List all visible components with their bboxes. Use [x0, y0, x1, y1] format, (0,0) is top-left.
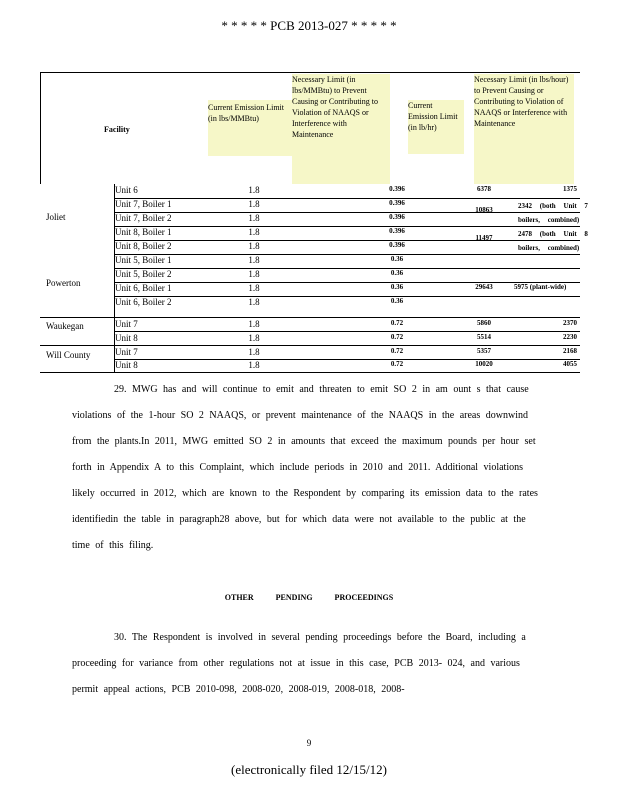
table-row [100, 296, 580, 310]
current-limit-cell: 1.8 [248, 333, 260, 343]
necessary-limit-cell: 0.396 [389, 241, 405, 249]
header-necessary-lbhr: Necessary Limit (in lbs/hour) to Prevent Causing or Contributing to Violation of NAAQS or Interference with Maintenance [474, 74, 574, 184]
current-limit-cell: 1.8 [248, 297, 260, 307]
paragraph-text: The Respondent is involved in several pending proceedings before the Board, including a proceeding for variance from other regulations not at issue in this case, PCB 2013- 024, and various permit appeal actions, PCB 2010-098, 2008-020, 2008-019, 2008-018, 2008- [72, 632, 526, 695]
unit-cell: Unit 8 [115, 360, 138, 370]
current-limit-cell: 1.8 [248, 199, 260, 209]
necessary-lbhr-cell: 1375 [563, 185, 577, 193]
necessary-limit-cell: 0.396 [389, 227, 405, 235]
current-limit-cell: 1.8 [248, 213, 260, 223]
necessary-lbhr-cell: 2230 [563, 333, 577, 341]
current-limit-cell: 1.8 [248, 347, 260, 357]
necessary-lbhr-cell: 4055 [563, 360, 577, 368]
unit-cell: Unit 7, Boiler 2 [115, 213, 172, 223]
page-number: 9 [306, 738, 312, 748]
unit-cell: Unit 6, Boiler 1 [115, 283, 172, 293]
paragraph-number: 29. [114, 384, 127, 395]
necessary-limit-cell: 0.36 [390, 269, 404, 277]
filing-footer: (electronically filed 12/15/12) [231, 762, 387, 777]
necessary-limit-cell: 0.72 [390, 333, 404, 341]
powerton-lbhr: 29643 [475, 283, 493, 291]
joliet-unit8-necessary-lbhr: 2478 (both Unit 8 boilers, combined) [518, 230, 588, 252]
table-row [100, 184, 580, 198]
paragraph-29 [72, 377, 542, 559]
facility-joliet: Joliet [46, 212, 66, 222]
emission-table [40, 72, 588, 372]
current-lbhr-cell: 10020 [475, 360, 493, 368]
necessary-limit-cell: 0.36 [390, 255, 404, 263]
necessary-lbhr-cell: 2168 [563, 347, 577, 355]
section-heading: OTHER PENDING PROCEEDINGS [224, 593, 394, 602]
current-limit-cell: 1.8 [248, 269, 260, 279]
document-header: * * * * * PCB 2013-027 * * * * * [221, 18, 397, 33]
table-row [100, 318, 580, 332]
table-row [100, 198, 580, 212]
current-limit-cell: 1.8 [248, 319, 260, 329]
current-limit-cell: 1.8 [248, 283, 260, 293]
unit-cell: Unit 8 [115, 333, 138, 343]
unit-cell: Unit 7, Boiler 1 [115, 199, 172, 209]
unit-cell: Unit 8, Boiler 2 [115, 241, 172, 251]
header-necessary-mmbtu: Necessary Limit (in lbs/MMBtu) to Prevent Causing or Contributing to Violation of NAAQS or Interference with Maintenance [292, 74, 390, 184]
necessary-limit-cell: 0.396 [389, 199, 405, 207]
unit-cell: Unit 7 [115, 347, 138, 357]
header-facility: Facility [104, 125, 130, 134]
powerton-necessary-lbhr: 5975 (plant-wide) [514, 283, 567, 291]
current-lbhr-cell: 6378 [477, 185, 491, 193]
joliet-unit8-lbhr: 11497 [475, 234, 493, 242]
current-limit-cell: 1.8 [248, 241, 260, 251]
unit-cell: Unit 7 [115, 319, 138, 329]
current-limit-cell: 1.8 [248, 227, 260, 237]
table-row [100, 254, 580, 268]
paragraph-number: 30. [114, 632, 127, 643]
table-row [100, 332, 580, 346]
facility-powerton: Powerton [46, 278, 81, 288]
table-row [100, 226, 580, 240]
necessary-limit-cell: 0.72 [390, 360, 404, 368]
facility-will-county: Will County [46, 350, 91, 360]
necessary-lbhr-cell: 2370 [563, 319, 577, 327]
unit-cell: Unit 5, Boiler 2 [115, 269, 172, 279]
header-current-lbhr: Current Emission Limit (in lb/hr) [408, 100, 464, 154]
header-current-mmbtu: Current Emission Limit (in lbs/MMBtu) [208, 100, 294, 156]
necessary-limit-cell: 0.72 [390, 319, 404, 327]
current-lbhr-cell: 5860 [477, 319, 491, 327]
table-row [100, 212, 580, 226]
unit-cell: Unit 8, Boiler 1 [115, 227, 172, 237]
necessary-limit-cell: 0.396 [389, 213, 405, 221]
current-limit-cell: 1.8 [248, 360, 260, 370]
necessary-limit-cell: 0.396 [389, 185, 405, 193]
table-row [100, 268, 580, 282]
table-row [100, 359, 580, 373]
paragraph-30 [72, 625, 542, 703]
table-top-rule [40, 72, 580, 73]
unit-cell: Unit 5, Boiler 1 [115, 255, 172, 265]
necessary-limit-cell: 0.36 [390, 297, 404, 305]
unit-cell: Unit 6 [115, 185, 138, 195]
facility-waukegan: Waukegan [46, 321, 84, 331]
table-row [100, 346, 580, 360]
current-lbhr-cell: 5514 [477, 333, 491, 341]
joliet-unit7-lbhr: 10863 [475, 206, 493, 214]
current-limit-cell: 1.8 [248, 185, 260, 195]
table-left-rule [40, 72, 41, 184]
current-lbhr-cell: 5357 [477, 347, 491, 355]
paragraph-text: MWG has and will continue to emit and threaten to emit SO 2 in am ount s that cause violations of the 1-hour SO 2 NAAQS, or prevent maintenance of the NAAQS in the areas downwind from the plants.In 2011, MWG emitted SO 2 in amounts that exceed the maximum pounds per hour set forth in Appendix A to this Complaint, which include periods in 2010 and 2011. Additional violations likely occurred in 2012, which are known to the Respondent by comparing its emission data to the rates identifiedin the table in paragraph28 above, but for which data were not available to the public at the time of this filing. [72, 384, 538, 551]
joliet-unit7-necessary-lbhr: 2342 (both Unit 7 boilers, combined) [518, 202, 588, 224]
current-limit-cell: 1.8 [248, 255, 260, 265]
table-row [100, 240, 580, 254]
necessary-limit-cell: 0.72 [390, 347, 404, 355]
necessary-limit-cell: 0.36 [390, 283, 404, 291]
table-row [100, 282, 580, 296]
unit-cell: Unit 6, Boiler 2 [115, 297, 172, 307]
